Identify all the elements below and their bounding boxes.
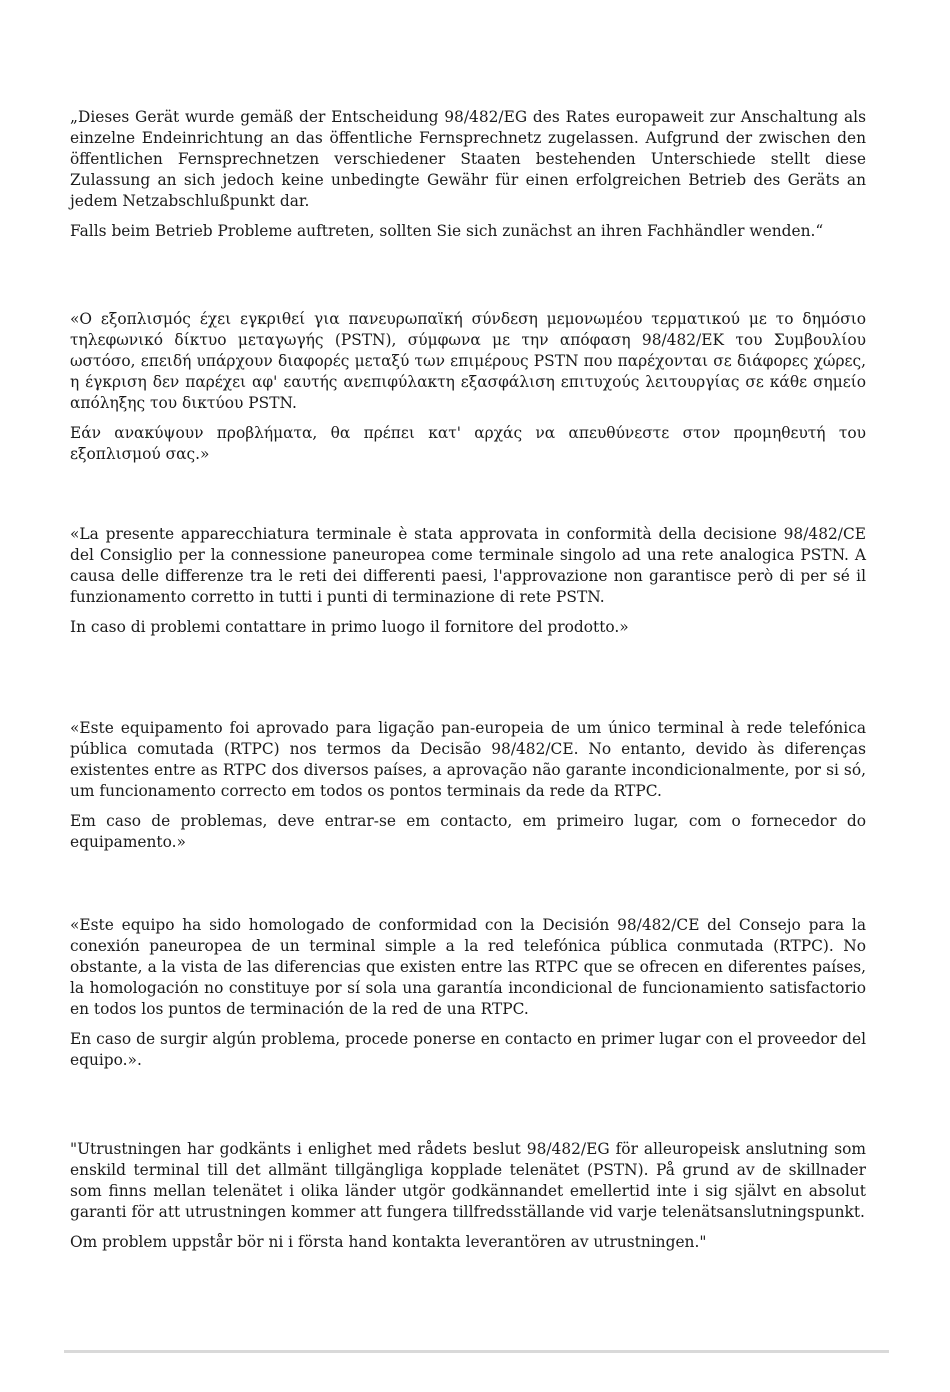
statement-swedish [70,1139,866,1262]
statement-spanish [70,915,866,1080]
statement-greek [70,309,866,474]
statement-note: Em caso de problemas, deve entrar-se em contacto, em primeiro lugar, com o fornecedor do equipamento.» [70,812,866,851]
statement-note: Εάν ανακύψουν προβλήματα, θα πρέπει κατ' αρχάς να απευθύνεστε στον προμηθευτή του εξοπλισμού σας.» [70,424,866,463]
statement-text: «Este equipamento foi aprovado para ligação pan-europeia de um único terminal à rede telefónica pública comutada (RTPC) nos termos da Decisão 98/482/CE. No entanto, devido às diferenças existentes entre as RTPC dos diversos países, a aprovação não garante incondicionalmente, por si só, um funcionamento correcto em todos os pontos terminais da rede da RTPC. [70,719,866,800]
statement-text: «La presente apparecchiatura terminale è stata approvata in conformità della decisione 98/482/CE del Consiglio per la connessione paneuropea come terminale singolo ad una rete analogica PSTN. A causa delle differenze tra le reti dei differenti paesi, l'approvazione non garantisce però di per sé il funzionamento corretto in tutti i punti di terminazione di rete PSTN. [70,525,866,606]
statement-text: «Ο εξοπλισμός έχει εγκριθεί για πανευρωπαϊκή σύνδεση μεμονωμέου τερματικού με το δημόσιο τηλεφωνικό δίκτυο μεταγωγής (PSTN), σύμφωνα με την απόφαση 98/482/ΕΚ του Συμβουλίου ωστόσο, επειδή υπάρχουν διαφορές μεταξύ των επιμέρους PSTN που παρέχονται σε διάφορες χώρες, η έγκριση δεν παρέχει αφ' εαυτής ανεπιφύλακτη εξασφάλιση επιτυχούς λειτουργίας σε κάθε σημείο απόληξης του δικτύου PSTN. [70,310,866,412]
statement-portuguese [70,718,866,862]
statement-text: "Utrustningen har godkänts i enlighet med rådets beslut 98/482/EG för alleuropeisk anslutning som enskild terminal till det allmänt tillgängliga kopplade telenätet (PSTN). På grund av de skillnader som finns mellan telenätet i olika länder utgör godkännandet emellertid inte i sig självt en absolut garanti för att utrustningen kommer att fungera tillfredsställande vid varje telenätsanslutningspunkt. [70,1140,866,1221]
statement-text: «Este equipo ha sido homologado de conformidad con la Decisión 98/482/CE del Consejo para la conexión paneuropea de un terminal simple a la red telefónica pública conmutada (RTPC). No obstante, a la vista de las diferencias que existen entre las RTPC que se ofrecen en diferentes países, la homologación no constituye por sí sola una garantía incondicional de funcionamiento satisfactorio en todos los puntos de terminación de la red de una RTPC. [70,916,866,1018]
statement-german [70,107,866,251]
statement-italian [70,524,866,647]
statement-note: En caso de surgir algún problema, procede ponerse en contacto en primer lugar con el proveedor del equipo.». [70,1030,866,1069]
statement-text: „Dieses Gerät wurde gemäß der Entscheidung 98/482/EG des Rates europaweit zur Anschaltung als einzelne Endeinrichtung an das öffentliche Fernsprechnetz zugelassen. Aufgrund der zwischen den öffentlichen Fernsprechnetzen verschiedener Staaten bestehenden Unterschiede stellt diese Zulassung an sich jedoch keine unbedingte Gewähr für einen erfolgreichen Betrieb des Geräts an jedem Netzabschlußpunkt dar. [70,108,866,210]
footer-divider [64,1350,889,1353]
statement-note: Falls beim Betrieb Probleme auftreten, sollten Sie sich zunächst an ihren Fachhändler wenden.“ [70,222,824,240]
statement-note: Om problem uppstår bör ni i första hand kontakta leverantören av utrustningen." [70,1233,707,1251]
statement-note: In caso di problemi contattare in primo luogo il fornitore del prodotto.» [70,618,629,636]
